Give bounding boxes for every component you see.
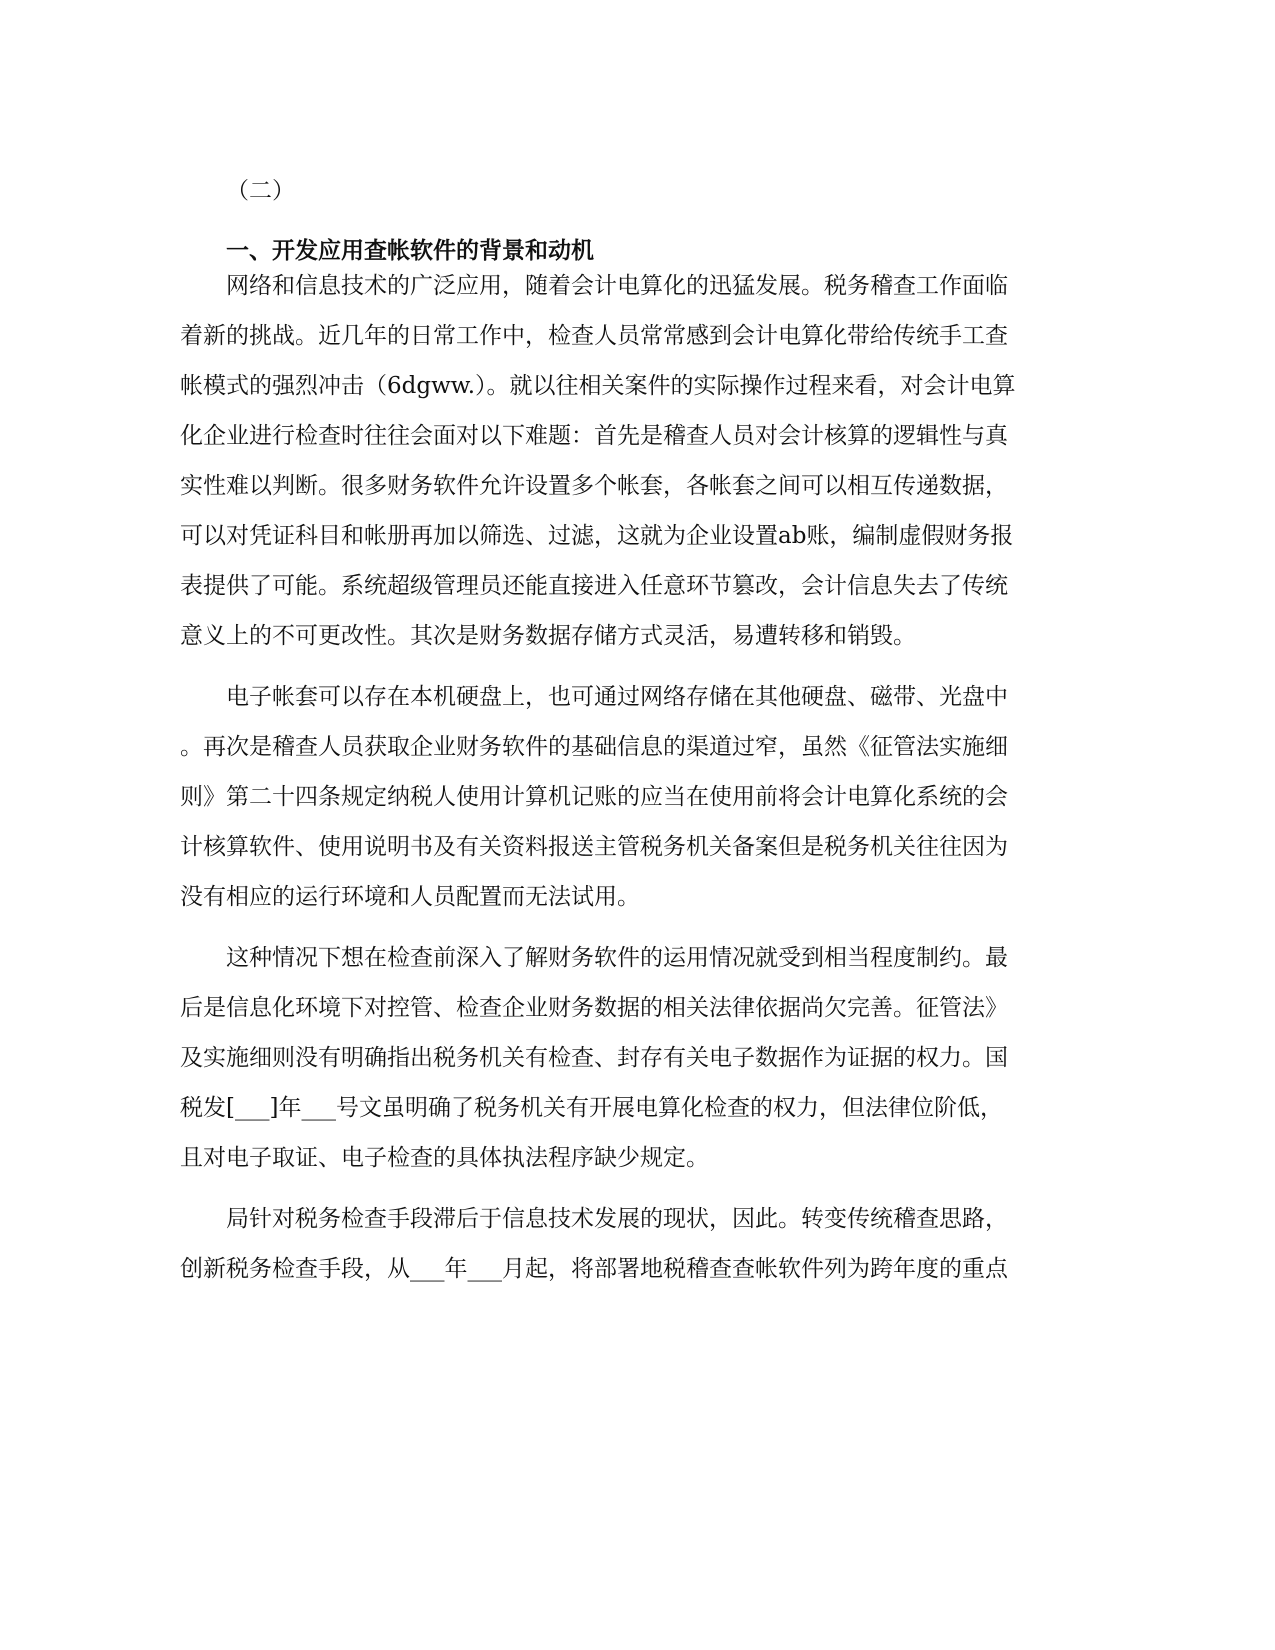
- text-line: 帐模式的强烈冲击（6dgww.）。就以往相关案件的实际操作过程来看，对会计电算: [180, 373, 1016, 399]
- body-text: [180, 261, 1080, 1294]
- section-heading: 一、开发应用查帐软件的背景和动机: [226, 237, 594, 264]
- text-line: 创新税务检查手段，从___年___月起，将部署地税稽查查帐软件列为跨年度的重点: [180, 1256, 1008, 1282]
- text-line: 后是信息化环境下对控管、检查企业财务数据的相关法律依据尚欠完善。征管法》: [180, 995, 1008, 1021]
- text-line: 实性难以判断。很多财务软件允许设置多个帐套，各帐套之间可以相互传递数据，: [180, 473, 1008, 499]
- text-line: 且对电子取证、电子检查的具体执法程序缺少规定。: [180, 1145, 709, 1171]
- text-line: 网络和信息技术的广泛应用，随着会计电算化的迅猛发展。税务稽查工作面临: [226, 273, 1008, 299]
- text-line: 计核算软件、使用说明书及有关资料报送主管税务机关备案但是税务机关往往因为: [180, 834, 1008, 860]
- text-line: 可以对凭证科目和帐册再加以筛选、过滤，这就为企业设置ab账，编制虚假财务报: [180, 523, 1014, 549]
- text-line: 没有相应的运行环境和人员配置而无法试用。: [180, 884, 640, 910]
- text-line: 这种情况下想在检查前深入了解财务软件的运用情况就受到相当程度制约。最: [226, 945, 1008, 971]
- text-line: 。再次是稽查人员获取企业财务软件的基础信息的渠道过窄，虽然《征管法实施细: [180, 734, 1008, 760]
- text-line: 表提供了可能。系统超级管理员还能直接进入任意环节篡改，会计信息失去了传统: [180, 573, 1008, 599]
- text-line: 局针对税务检查手段滞后于信息技术发展的现状，因此。转变传统稽查思路，: [226, 1206, 1008, 1232]
- paragraph: [180, 1194, 1080, 1294]
- text-line: 电子帐套可以存在本机硬盘上，也可通过网络存储在其他硬盘、磁带、光盘中: [226, 684, 1008, 710]
- section-number: （二）: [226, 178, 295, 204]
- paragraph: [180, 672, 1080, 922]
- paragraph: [180, 261, 1080, 661]
- text-line: 税发[___]年___号文虽明确了税务机关有开展电算化检查的权力，但法律位阶低，: [180, 1095, 1003, 1121]
- text-line: 着新的挑战。近几年的日常工作中，检查人员常常感到会计电算化带给传统手工查: [180, 323, 1008, 349]
- text-line: 化企业进行检查时往往会面对以下难题：首先是稽查人员对会计核算的逻辑性与真: [180, 423, 1008, 449]
- text-line: 及实施细则没有明确指出税务机关有检查、封存有关电子数据作为证据的权力。国: [180, 1045, 1008, 1071]
- text-line: 则》第二十四条规定纳税人使用计算机记账的应当在使用前将会计电算化系统的会: [180, 784, 1008, 810]
- text-line: 意义上的不可更改性。其次是财务数据存储方式灵活，易遭转移和销毁。: [180, 623, 916, 649]
- paragraph: [180, 933, 1080, 1183]
